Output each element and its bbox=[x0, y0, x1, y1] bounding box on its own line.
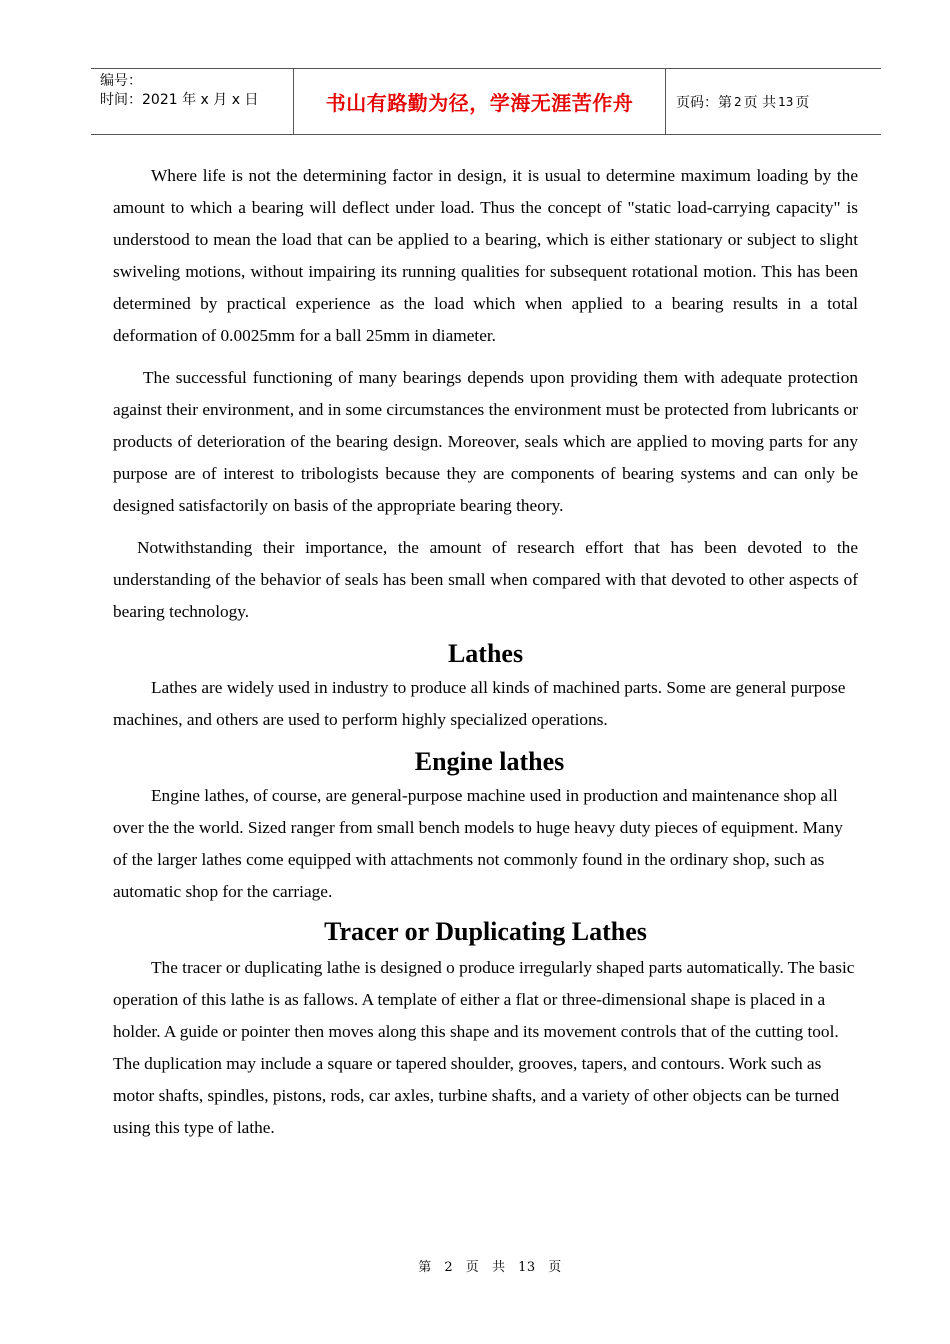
footer-total-pages: 13 bbox=[518, 1260, 536, 1275]
heading-engine-lathes: Engine lathes bbox=[414, 747, 565, 776]
paragraph-tracer-lathes: The tracer or duplicating lathe is designed o produce irregularly shaped parts automatically. The basic operation of this lathe is as fallows. A template of either a flat or three-dimensional shape is placed in a holder. A guide or pointer then moves along this shape and its movement controls that of the cutting tool. The duplication may include a square or tapered shoulder, grooves, tapers, and contours. Work such as motor shafts, spindles, pistons, rods, car axles, turbine shafts, and a variety of other objects can be turned using this type of lathe. bbox=[113, 958, 855, 1137]
footer-mid-2: 共 bbox=[491, 1260, 506, 1275]
paragraph-lathes: Lathes are widely used in industry to produce all kinds of machined parts. Some are general purpose machines, and others are used to perform highly specialized operations. bbox=[113, 678, 846, 729]
paragraph-static-load: Where life is not the determining factor in design, it is usual to determine maximum loading by the amount to which a bearing will deflect under load. Thus the concept of "static load-carrying capacity" is understood to mean the load that can be applied to a bearing, which is either stationary or subject to slight swiveling motions, without impairing its running qualities for subsequent rotational motion. This has been determined by practical experience as the load which when applied to a bearing results in a total deformation of 0.0025mm for a ball 25mm in diameter. bbox=[113, 166, 858, 345]
header-page-suffix: 页 bbox=[795, 94, 810, 111]
header-meta bbox=[91, 69, 293, 134]
paragraph-engine-lathes: Engine lathes, of course, are general-purpose machine used in production and maintenance shop all over the the world. Sized ranger from small bench models to huge heavy duty pieces of equipment. Many of the larger lathes come equipped with attachments not commonly found in the ordinary shop, such as automatic shop for the carriage. bbox=[113, 786, 843, 901]
document-body bbox=[113, 160, 858, 1154]
heading-tracer-lathes: Tracer or Duplicating Lathes bbox=[324, 917, 647, 946]
header-motto: 书山有路勤为径，学海无涯苦作舟 bbox=[293, 69, 666, 134]
header-page-info bbox=[666, 69, 881, 134]
page-footer bbox=[0, 1256, 950, 1275]
header-page-total: 13 bbox=[778, 94, 794, 109]
footer-mid-1: 页 bbox=[465, 1260, 480, 1275]
document-time-label: 时间：2021 年 x 月 x 日 bbox=[100, 92, 259, 108]
paragraph-seals-research: Notwithstanding their importance, the amount of research effort that has been devoted to the understanding of the behavior of seals has been small when compared with that devoted to other aspects of bearing technology. bbox=[113, 538, 858, 621]
footer-current-page: 2 bbox=[444, 1260, 454, 1275]
page-header bbox=[91, 68, 881, 135]
header-page-mid: 页 共 bbox=[743, 94, 777, 111]
header-page-prefix: 页码：第 bbox=[676, 94, 732, 111]
paragraph-seals-protection: The successful functioning of many bearings depends upon providing them with adequate protection against their environment, and in some circumstances the environment must be protected from lubricants or products of deterioration of the bearing design. Moreover, seals which are applied to moving parts for any purpose are of interest to tribologists because they are components of bearing systems and can only be designed satisfactorily on basis of the appropriate bearing theory. bbox=[113, 368, 858, 515]
document-number-label: 编号： bbox=[100, 73, 142, 89]
header-page-current: 2 bbox=[734, 94, 742, 109]
footer-suffix: 页 bbox=[548, 1260, 562, 1275]
footer-prefix: 第 bbox=[418, 1260, 432, 1275]
heading-lathes: Lathes bbox=[447, 639, 524, 668]
